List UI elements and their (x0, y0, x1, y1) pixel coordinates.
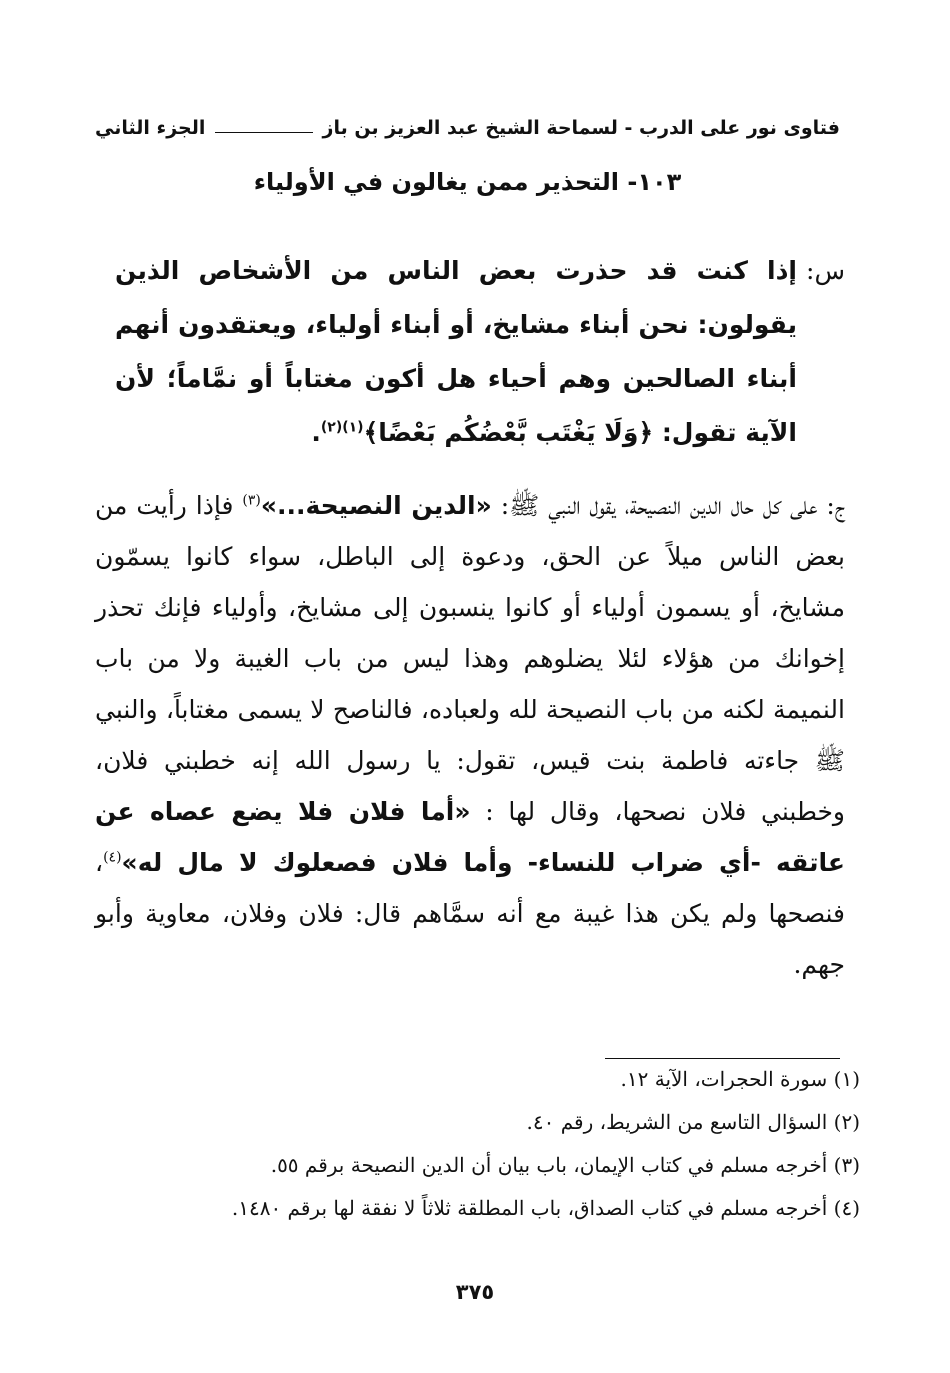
footnote-item: (٢) السؤال التاسع من الشريط، رقم ٤٠. (526, 1110, 860, 1134)
footnote-item: (٤) أخرجه مسلم في كتاب الصداق، باب المطلقة ثلاثاً لا نفقة لها برقم ١٤٨٠. (231, 1196, 860, 1220)
footnotes (95, 1058, 860, 1230)
question-text: إذا كنت قد حذرت بعض الناس من الأشخاص الذين يقولون: نحن أبناء مشايخ، أو أبناء أولياء، ويعتقدون أنهم أبناء الصالحين وهم أحياء هل أكون مغتاباً أو نمَّاماً؛ لأن الآية تقول: (115, 256, 797, 447)
page-number: ٣٧٥ (455, 1280, 495, 1304)
question-end: . (311, 418, 321, 447)
header-rule (215, 132, 312, 133)
chapter-title: ١٠٣- التحذير ممن يغالون في الأولياء (253, 168, 682, 196)
running-header (95, 108, 840, 148)
question-block (115, 244, 845, 460)
footnote-ref: (١)(٢) (320, 419, 364, 436)
header-volume: الجزء الثاني (95, 117, 206, 139)
footnote-item: (١) سورة الحجرات، الآية ١٢. (620, 1067, 860, 1091)
quran-verse: ﴿وَلَا يَغْتَب بَّعْضُكُم بَعْضًا﴾ (363, 418, 654, 447)
footnote-item: (٣) أخرجه مسلم في كتاب الإيمان، باب بيان أن الدين النصيحة برقم ٥٥. (270, 1153, 860, 1177)
question-marker: س: (806, 256, 845, 285)
answer-text-3: ، فنصحها ولم يكن هذا غيبة مع أنه سمَّاهم قال: فلان وفلان، معاوية وأبو جهم. (95, 848, 845, 979)
hadith-quote: «أما فلان فلا يضع عصاه عن عاتقه -أي ضراب للنساء- وأما فلان فصعلوك لا مال له» (95, 797, 845, 877)
footnote-ref: (٤) (103, 849, 122, 866)
answer-text-2: فإذا رأيت من بعض الناس ميلاً عن الحق، ودعوة إلى الباطل، سواء كانوا يسمّون مشايخ، أو يسمون أولياء أو كانوا ينسبون إلى مشايخ، وأولياء فإنك تحذر إخوانك من هؤلاء لئلا يضلوهم وهذا ليس من باب الغيبة ولا من باب النميمة لكنه من باب النصيحة لله ولعباده، فالناصح لا يسمى مغتاباً، والنبي ﷺ جاءته فاطمة بنت قيس، تقول: يا رسول الله إنه خطبني فلان، وخطبني فلان نصحها، وقال لها : (95, 491, 845, 826)
answer-block (95, 480, 845, 990)
footnote-ref: (٣) (242, 492, 261, 509)
hadith-quote: «الدين النصيحة...» (260, 491, 492, 520)
header-book-title: فتاوى نور على الدرب - لسماحة الشيخ عبد العزيز بن باز (322, 117, 840, 139)
answer-text-1: ج: على كل حال الدين النصيحة، يقول النبي ﷺ: (500, 491, 846, 520)
